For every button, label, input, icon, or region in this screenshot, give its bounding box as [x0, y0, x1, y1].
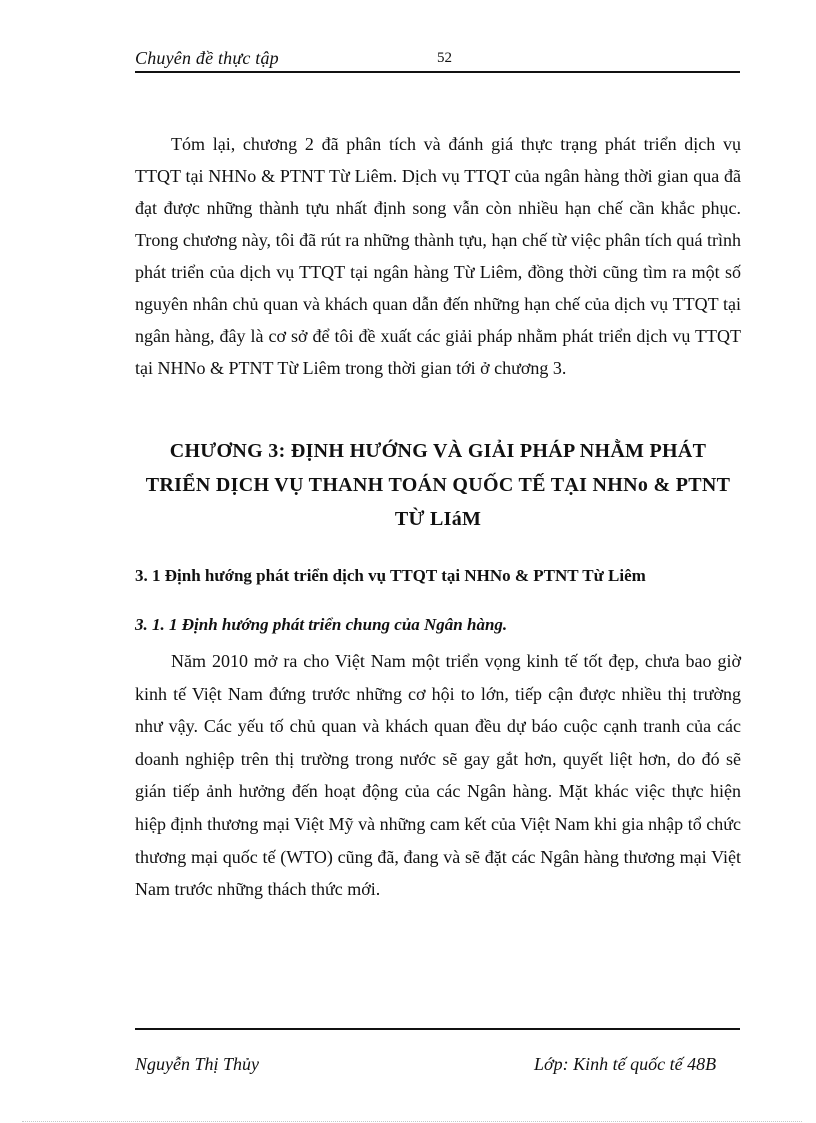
- footer-class: Lớp: Kinh tế quốc tế 48B: [534, 1054, 717, 1074]
- page-edge-divider: [22, 1121, 802, 1122]
- chapter-title: CHƯƠNG 3: ĐỊNH HƯỚNG VÀ GIẢI PHÁP NHẰM PHÁT TRIỂN DỊCH VỤ THANH TOÁN QUỐC TẾ TẠI NHNo & PTNT TỪ LIáM: [145, 440, 731, 530]
- subsection-paragraph: Năm 2010 mở ra cho Việt Nam một triển vọng kinh tế tốt đẹp, chưa bao giờ kinh tế Việt Nam đứng trước những cơ hội to lớn, tiếp cận được nhiều thị trường như vậy. Các yếu tố chủ quan và khách quan đều dự báo cuộc cạnh tranh của các doanh nghiệp trên thị trường trong nước sẽ gay gắt hơn, quyết liệt hơn, do đó sẽ gián tiếp ảnh hưởng đến hoạt động của các Ngân hàng. Mặt khác việc thực hiện hiệp định thương mại Việt Mỹ và những cam kết của Việt Nam khi gia nhập tổ chức thương mại quốc tế (WTO) cũng đã, đang và sẽ đặt các Ngân hàng thương mại Việt Nam trước những thách thức mới.: [135, 651, 741, 900]
- header-title: Chuyên đề thực tập: [135, 48, 279, 68]
- footer-author: Nguyễn Thị Thủy: [135, 1054, 259, 1074]
- subsection-heading: 3. 1. 1 Định hướng phát triển chung của Ngân hàng.: [135, 615, 508, 634]
- summary-paragraph: Tóm lại, chương 2 đã phân tích và đánh giá thực trạng phát triển dịch vụ TTQT tại NHNo & PTNT Từ Liêm. Dịch vụ TTQT của ngân hàng thời gian qua đã đạt được những thành tựu nhất định song vẫn còn nhiều hạn chế cần khắc phục. Trong chương này, tôi đã rút ra những thành tựu, hạn chế từ việc phân tích quá trình phát triển của dịch vụ TTQT tại ngân hàng Từ Liêm, đồng thời cũng tìm ra một số nguyên nhân chủ quan và khách quan dẫn đến những hạn chế của dịch vụ TTQT tại ngân hàng, đây là cơ sở để tôi đề xuất các giải pháp nhằm phát triển dịch vụ TTQT tại NHNo & PTNT Từ Liêm trong thời gian tới ở chương 3.: [135, 134, 741, 378]
- footer-divider: [135, 1028, 740, 1030]
- header-divider: [135, 71, 740, 73]
- section-heading: 3. 1 Định hướng phát triển dịch vụ TTQT tại NHNo & PTNT Từ Liêm: [135, 566, 646, 585]
- page-number: 52: [437, 50, 452, 66]
